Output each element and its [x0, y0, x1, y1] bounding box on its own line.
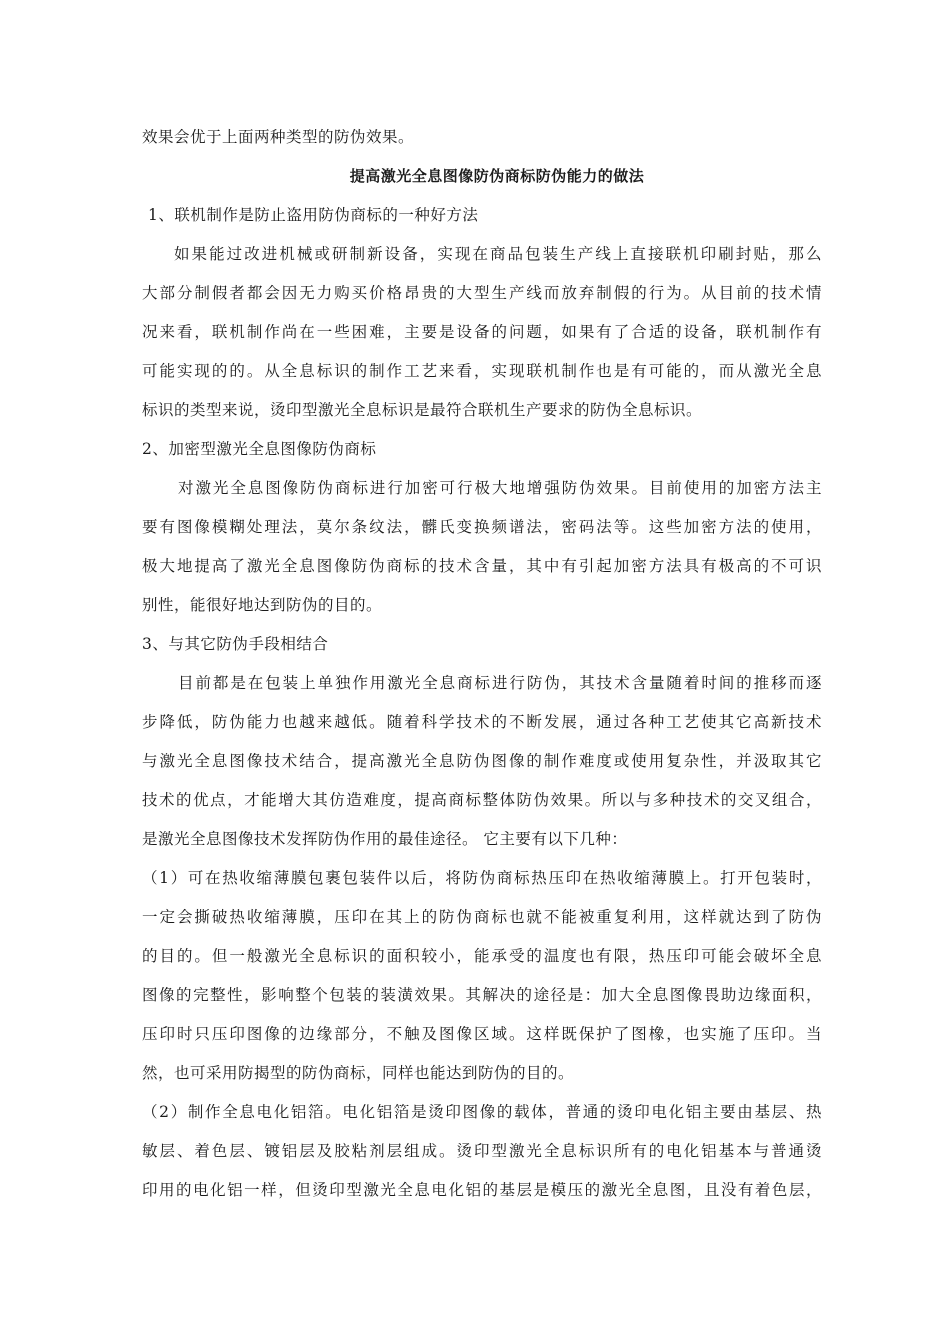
paragraph-line: 大部分制假者都会因无力购买价格昂贵的大型生产线而放弃制假的行为。从目前的技术情	[142, 284, 822, 302]
document-page	[142, 118, 822, 1210]
section-title: 提高激光全息图像防伪商标防伪能力的做法	[349, 167, 645, 185]
paragraph-line: 标识的类型来说，烫印型激光全息标识是最符合联机生产要求的防伪全息标识。	[142, 401, 703, 419]
paragraph-line: 对激光全息图像防伪商标进行加密可行极大地增强防伪效果。目前使用的加密方法主	[178, 479, 822, 497]
paragraph-line: 印用的电化铝一样，但烫印型激光全息电化铝的基层是模压的激光全息图，且没有着色层，	[142, 1181, 822, 1199]
paragraph-line: 一定会撕破热收缩薄膜，压印在其上的防伪商标也就不能被重复利用，这样就达到了防伪	[142, 908, 822, 926]
paragraph-line: 技术的优点，才能增大其仿造难度，提高商标整体防伪效果。所以与多种技术的交叉组合，	[142, 791, 822, 809]
list-item-2: （2）制作全息电化铝箔。电化铝箔是烫印图像的载体，普通的烫印电化铝主要由基层、热	[142, 1103, 822, 1121]
paragraph-line: 与激光全息图像技术结合，提高激光全息防伪图像的制作难度或使用复杂性，并汲取其它	[142, 752, 822, 770]
paragraph-line: 然，也可采用防揭型的防伪商标，同样也能达到防伪的目的。	[142, 1064, 575, 1082]
paragraph-line: 况来看，联机制作尚在一些困难，主要是设备的问题，如果有了合适的设备，联机制作有	[142, 323, 822, 341]
paragraph-line: 压印时只压印图像的边缘部分，不触及图像区域。这样既保护了图橡，也实施了压印。当	[142, 1025, 822, 1043]
paragraph-line: 极大地提高了激光全息图像防伪商标的技术含量，其中有引起加密方法具有极高的不可识	[142, 557, 822, 575]
paragraph-line: 别性，能很好地达到防伪的目的。	[142, 596, 383, 614]
subheading-2: 2、加密型激光全息图像防伪商标	[142, 440, 377, 458]
paragraph-line: 如果能过改进机械或研制新设备，实现在商品包装生产线上直接联机印刷封贴，那么	[174, 245, 822, 263]
subheading-1: 1、联机制作是防止盗用防伪商标的一种好方法	[148, 206, 479, 224]
paragraph-line: 图像的完整性，影响整个包装的装潢效果。其解决的途径是：加大全息图像畏助边缘面积，	[142, 986, 822, 1004]
paragraph-line: 目前都是在包装上单独作用激光全息商标进行防伪，其技术含量随着时间的推移而逐	[178, 674, 822, 692]
paragraph-line: 敏层、着色层、镀铝层及胶粘剂层组成。烫印型激光全息标识所有的电化铝基本与普通烫	[142, 1142, 822, 1160]
list-item-1: （1）可在热收缩薄膜包裹包装件以后，将防伪商标热压印在热收缩薄膜上。打开包装时，	[142, 869, 822, 887]
paragraph-line: 是激光全息图像技术发挥防伪作用的最佳途径。 它主要有以下几种：	[142, 830, 628, 848]
paragraph-line: 步降低，防伪能力也越来越低。随着科学技术的不断发展，通过各种工艺使其它高新技术	[142, 713, 822, 731]
subheading-3: 3、与其它防伪手段相结合	[142, 635, 329, 653]
paragraph-line: 的目的。但一般激光全息标识的面积较小，能承受的温度也有限，热压印可能会破坏全息	[142, 947, 822, 965]
paragraph-line: 效果会优于上面两种类型的防伪效果。	[142, 128, 415, 146]
paragraph-line: 要有图像模糊处理法，莫尔条纹法，髒氏变换频谱法，密码法等。这些加密方法的使用，	[142, 518, 822, 536]
paragraph-line: 可能实现的的。从全息标识的制作工艺来看，实现联机制作也是有可能的，而从激光全息	[142, 362, 822, 380]
